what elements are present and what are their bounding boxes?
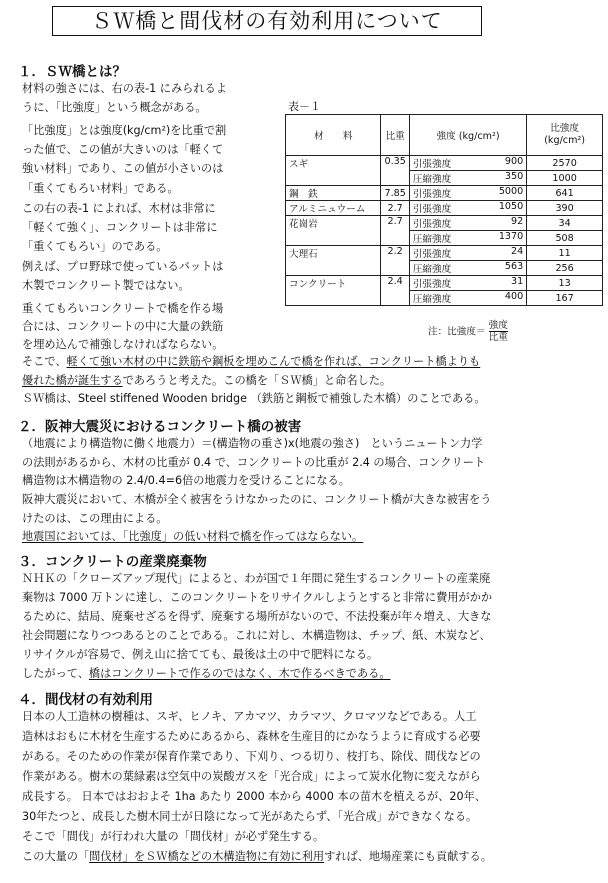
header-strength: 強度 (kg/cm²) <box>409 115 526 156</box>
s1-line: この右の表-1 によれば、木材は非常に <box>22 202 216 215</box>
s1-line: った値で、この値が大きいのは「軽くて <box>22 143 224 156</box>
table-row: 圧縮強度 400 167 <box>286 291 603 306</box>
material-strength-table <box>285 114 603 306</box>
table-row: アルミニュウーム 2.7 引張強度 1050 390 <box>286 201 603 216</box>
s1-line: 「重くてもろい材料」である。 <box>22 182 179 195</box>
s1-line: 「重くてもろい」のである。 <box>22 240 168 253</box>
s1-line: 木製でコンクリート製ではない。 <box>22 279 190 292</box>
table-row: 圧縮強度 1370 508 <box>286 231 603 246</box>
s1-line: 材料の強さには、右の表-1 にみられるよ <box>22 82 227 95</box>
header-specific-strength: 比強度 (kg/cm²) <box>527 115 603 156</box>
table-row: コンクリート 2.4 引張強度 31 13 <box>286 276 603 291</box>
s1-line: 「軽くて強く」、コンクリートは非常に <box>22 221 218 234</box>
s1-wide-line-1: そこで、軽くて強い木材の中に鉄筋や鋼板を埋めこんで橋を作れば、コンクリート橋よりも <box>22 355 481 368</box>
page-title: ＳＷ橋と間伐材の有効利用について <box>52 6 482 36</box>
section-heading-3: ３．コンクリートの産業廃棄物 <box>18 554 207 570</box>
underlined-text: 間伐材」をＳＷ橋などの木構造物に有効に利用 <box>89 850 325 863</box>
s1-line: 合には、コンクリートの中に大量の鉄筋 <box>22 320 224 333</box>
s1-line: うに、「比強度」という概念がある。 <box>22 101 207 114</box>
s1-line: を埋め込んで補強しなければならない。 <box>22 338 224 351</box>
table-row: スギ 0.35 引張強度 900 2570 <box>286 156 603 171</box>
table-row: 圧縮強度 350 1000 <box>286 171 603 186</box>
s1-wide-line-2: 優れた橋が誕生するであろうと考えた。この橋を「ＳＷ橋」と命名した。 <box>22 374 392 387</box>
table-row: 花崗岩 2.7 引張強度 92 34 <box>286 216 603 231</box>
s1-line: 重くてもろいコンクリートで橋を作る場 <box>22 302 224 315</box>
underlined-text: 軽くて強い木材の中に鉄筋や鋼板を埋めこんで橋を作れば、コンクリート橋よりも <box>66 355 481 368</box>
table-row: 圧縮強度 563 256 <box>286 261 603 276</box>
table-caption: 表－１ <box>288 100 321 113</box>
header-material: 材 料 <box>286 115 381 156</box>
section-heading-4: ４．間伐材の有効利用 <box>18 692 153 708</box>
s1-line: 強い材料」であり、この値が小さいのは <box>22 162 224 175</box>
underlined-text: 橋はコンクリートで作るのではなく、木で作るべきである。 <box>88 667 391 680</box>
section-heading-2: ２．阪神大震災におけるコンクリート橋の被害 <box>18 419 302 435</box>
header-specific-gravity: 比重 <box>381 115 409 156</box>
underlined-text: 地震国においては、「比強度」の低い材料で橋を作ってはならない。 <box>22 530 364 543</box>
table-note: 注：比強度＝ $\frac{\text{強度}}{\text{比重}}$ <box>428 320 508 343</box>
table-row: 大理石 2.2 引張強度 24 11 <box>286 246 603 261</box>
s1-wide-line-3: ＳＷ橋は、Steel stiffened Wooden bridge （鉄筋と鋼板で補強した木橋）のことである。 <box>22 392 486 405</box>
s1-line: 「比強度」とは強度(kg/cm²)を比重で割 <box>22 124 227 137</box>
s1-line: 例えば、プロ野球で使っているバットは <box>22 260 224 273</box>
fraction: $\frac{\text{強度}}{\text{比重}}$ <box>488 320 508 343</box>
table-header-row <box>286 115 603 156</box>
table-row: 鋼 鉄 7.85 引張強度 5000 641 <box>286 186 603 201</box>
section-heading-1: １．ＳＷ橋とは？ <box>18 64 126 80</box>
underlined-text: 優れた橋が誕生する <box>22 374 123 387</box>
